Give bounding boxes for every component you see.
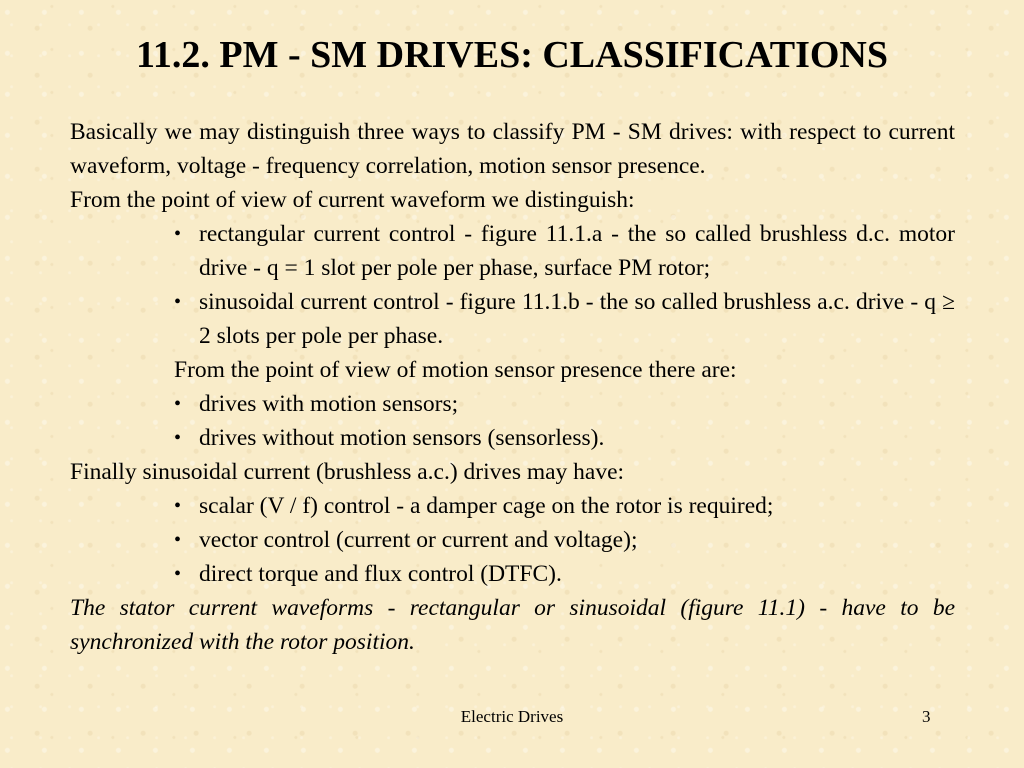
list-item-text: drives with motion sensors; (199, 391, 459, 417)
slide-title: 11.2. PM - SM DRIVES: CLASSIFICATIONS (135, 34, 888, 76)
list-item (70, 489, 955, 523)
current-waveform-heading: From the point of view of current waveform we distinguish: (70, 187, 635, 213)
bullet-icon: • (174, 495, 182, 517)
list-item-text: drives without motion sensors (sensorless). (199, 425, 605, 451)
bullet-icon: • (174, 427, 182, 449)
list-item (70, 557, 955, 591)
list-item-text: sinusoidal current control - figure 11.1.b - the so called brushless a.c. drive - q ≥ 2 slots per pole per phase. (199, 289, 955, 349)
bullet-icon: • (174, 291, 182, 313)
list-item (70, 421, 955, 455)
motion-sensor-heading: From the point of view of motion sensor presence there are: (174, 357, 737, 383)
list-item-text: direct torque and flux control (DTFC). (199, 561, 562, 587)
intro-paragraph: Basically we may distinguish three ways to classify PM - SM drives: with respect to current waveform, voltage - frequency correlation, motion sensor presence. (70, 119, 955, 179)
bullet-icon: • (174, 563, 182, 585)
bullet-icon: • (174, 223, 182, 245)
list-item (70, 217, 955, 285)
list-item (70, 523, 955, 557)
footer-course-name: Electric Drives (460, 707, 564, 726)
list-item (70, 285, 955, 353)
bullet-icon: • (174, 529, 182, 551)
list-item-text: scalar (V / f) control - a damper cage on the rotor is required; (199, 493, 774, 519)
bullet-icon: • (174, 393, 182, 415)
closing-note: The stator current waveforms - rectangular or sinusoidal (figure 11.1) - have to be synchronized with the rotor position. (70, 595, 955, 655)
slide-body (70, 115, 955, 659)
footer-page-number: 3 (922, 707, 931, 726)
list-item-text: vector control (current or current and voltage); (199, 527, 638, 553)
sinusoidal-heading: Finally sinusoidal current (brushless a.c.) drives may have: (70, 459, 625, 485)
list-item (70, 387, 955, 421)
list-item-text: rectangular current control - figure 11.1.a - the so called brushless d.c. motor drive - q = 1 slot per pole per phase, surface PM rotor; (199, 221, 955, 281)
